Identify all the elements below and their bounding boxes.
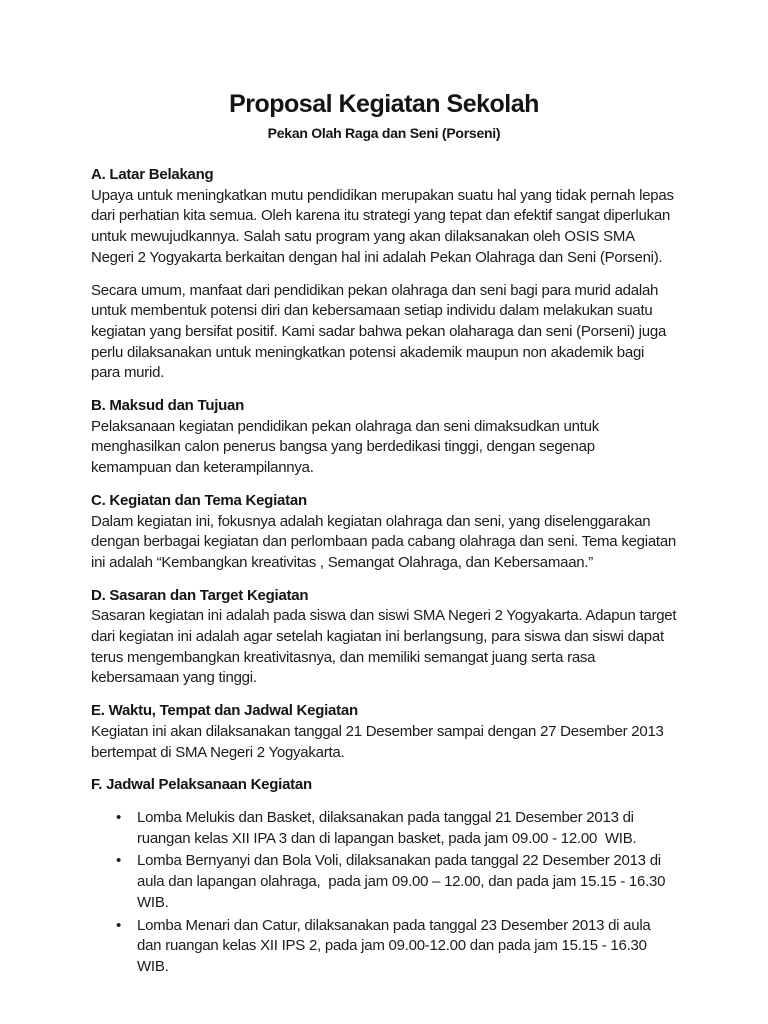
section bbox=[91, 491, 680, 574]
section-heading: F. Jadwal Pelaksanaan Kegiatan bbox=[91, 776, 312, 794]
schedule-list bbox=[91, 808, 677, 978]
section-heading: C. Kegiatan dan Tema Kegiatan bbox=[91, 491, 307, 509]
schedule-item: • Lomba Bernyanyi dan Bola Voli, dilaksanakan pada tanggal 22 Desember 2013 di aula dan lapangan olahraga, pada jam 09.00 – 12.00, dan pada jam 15.15 - 16.30 WIB. bbox=[91, 851, 677, 913]
section-heading: E. Waktu, Tempat dan Jadwal Kegiatan bbox=[91, 702, 358, 720]
section bbox=[91, 165, 677, 384]
document-sections bbox=[91, 165, 681, 978]
section bbox=[91, 701, 677, 763]
schedule-item: • Lomba Melukis dan Basket, dilaksanakan pada tanggal 21 Desember 2013 di ruangan kelas XII IPA 3 dan di lapangan basket, pada jam 09.00 - 12.00 WIB. bbox=[91, 808, 677, 849]
document-title: Proposal Kegiatan Sekolah bbox=[229, 90, 539, 118]
paragraph: Secara umum, manfaat dari pendidikan pekan olahraga dan seni bagi para murid adalah untuk membentuk potensi diri dan kebersamaan setiap individu dalam melakukan suatu kegiatan yang bersifat positif. Kami sadar bahwa pekan olaharaga dan seni (Porseni) juga perlu dilaksanakan untuk meningkatkan potensi akademik maupun non akademik bagi para murid. bbox=[91, 281, 670, 382]
section-heading: B. Maksud dan Tujuan bbox=[91, 397, 245, 415]
document-subtitle: Pekan Olah Raga dan Seni (Porseni) bbox=[267, 125, 501, 141]
paragraph: Pelaksanaan kegiatan pendidikan pekan olahraga dan seni dimaksudkan untuk menghasilkan calon penerus bangsa yang berdedikasi tinggi, dengan segenap kemampuan dan keterampilannya. bbox=[91, 417, 603, 477]
paragraph: Kegiatan ini akan dilaksanakan tanggal 21 Desember sampai dengan 27 Desember 2013 bertempat di SMA Negeri 2 Yogyakarta. bbox=[91, 722, 668, 761]
section bbox=[91, 396, 677, 479]
paragraph: Sasaran kegiatan ini adalah pada siswa dan siswi SMA Negeri 2 Yogyakarta. Adapun target dari kegiatan ini adalah agar setelah kagiatan ini berlangsung, para siswa dan siswi dapat terus mengembangkan kreativitasnya, dan memiliki semangat juang serta rasa kebersamaan yang tinggi. bbox=[91, 607, 681, 687]
section-heading: D. Sasaran dan Target Kegiatan bbox=[91, 586, 309, 604]
schedule-item: • Lomba Menari dan Catur, dilaksanakan pada tanggal 23 Desember 2013 di aula dan ruangan kelas XII IPS 2, pada jam 09.00-12.00 dan pada jam 15.15 - 16.30 WIB. bbox=[91, 916, 677, 978]
section-heading: A. Latar Belakang bbox=[91, 166, 214, 183]
paragraph: Upaya untuk meningkatkan mutu pendidikan merupakan suatu hal yang tidak pernah lepas dari perhatian kita semua. Oleh karena itu strategi yang tepat dan efektif sangat diperlukan untuk mewujudkannya. Salah satu program yang akan dilaksanakan oleh OSIS SMA Negeri 2 Yogyakarta berkaitan dengan hal ini adalah Pekan Olahraga dan Seni (Porseni). bbox=[91, 186, 678, 266]
section bbox=[91, 586, 681, 690]
section bbox=[91, 775, 677, 977]
paragraph: Dalam kegiatan ini, fokusnya adalah kegiatan olahraga dan seni, yang diselenggarakan dengan berbagai kegiatan dan perlombaan pada cabang olahraga dan seni. Tema kegiatan ini adalah “Kembangkan kreativitas , Semangat Olahraga, dan Kebersamaan.” bbox=[91, 512, 680, 571]
